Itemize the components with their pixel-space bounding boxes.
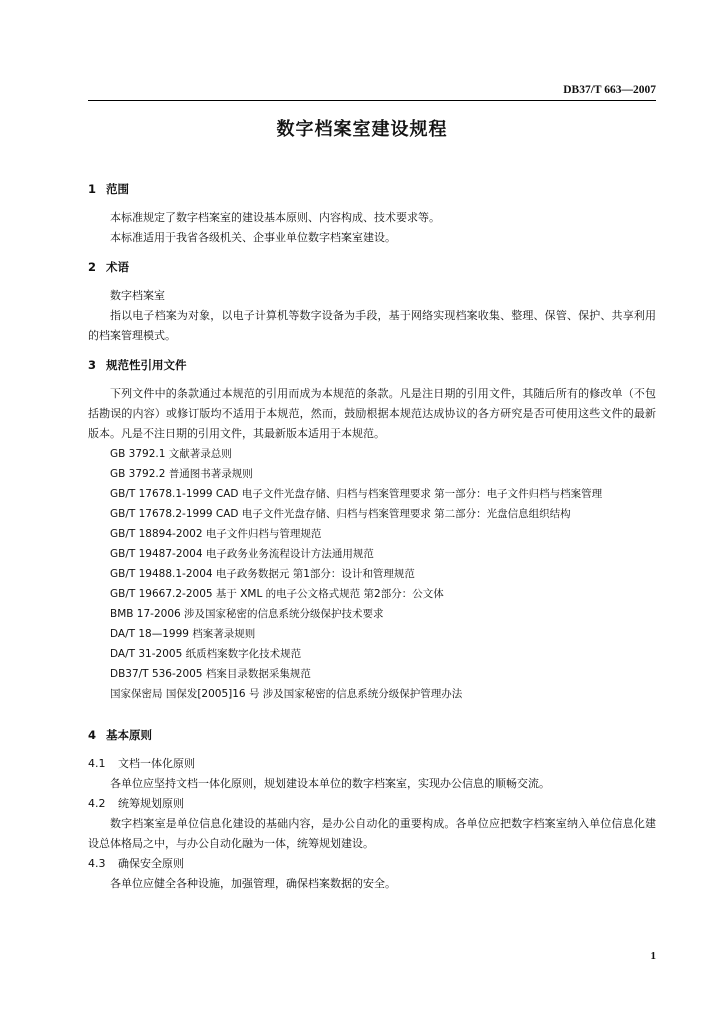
section-number: 2 <box>88 260 97 274</box>
subsection-number: 4.2 <box>88 797 106 810</box>
document-body <box>88 178 656 894</box>
paragraph: 各单位应坚持文档一体化原则，规划建设本单位的数字档案室，实现办公信息的顺畅交流。 <box>110 777 550 790</box>
reference-item: DB37/T 536-2005 档案目录数据采集规范 <box>110 668 311 680</box>
term: 数字档案室 <box>110 289 165 302</box>
section-title: 术语 <box>106 260 129 274</box>
paragraph: 本标准适用于我省各级机关、企事业单位数字档案室建设。 <box>110 231 396 244</box>
reference-item: GB 3792.1 文献著录总则 <box>110 448 232 460</box>
reference-item: GB/T 19667.2-2005 基于 XML 的电子公文格式规范 第2部分：公文体 <box>110 588 444 600</box>
subsection-number: 4.3 <box>88 857 106 870</box>
paragraph: 本标准规定了数字档案室的建设基本原则、内容构成、技术要求等。 <box>110 211 440 224</box>
reference-item: DA/T 31-2005 纸质档案数字化技术规范 <box>110 648 302 660</box>
section-title: 范围 <box>106 182 129 196</box>
paragraph: 数字档案室是单位信息化建设的基础内容，是办公自动化的重要构成。各单位应把数字档案室纳入单位信息化建设总体格局之中，与办公自动化融为一体，统筹规划建设。 <box>88 817 656 850</box>
paragraph: 下列文件中的条款通过本规范的引用而成为本规范的条款。凡是注日期的引用文件，其随后所有的修改单（不包括勘误的内容）或修订版均不适用于本规范，然而，鼓励根据本规范达成协议的各方研究是否可使用这些文件的最新版本。凡是不注日期的引用文件，其最新版本适用于本规范。 <box>88 387 656 440</box>
reference-item: GB/T 19488.1-2004 电子政务数据元 第1部分：设计和管理规范 <box>110 568 415 580</box>
section-number: 1 <box>88 182 97 196</box>
paragraph: 各单位应健全各种设施，加强管理，确保档案数据的安全。 <box>110 877 396 890</box>
page-number: 1 <box>650 950 656 962</box>
subsection-4-3-heading <box>88 854 656 874</box>
section-1-heading <box>88 178 656 200</box>
reference-item: BMB 17-2006 涉及国家秘密的信息系统分级保护技术要求 <box>110 608 384 620</box>
subsection-4-1-heading <box>88 754 656 774</box>
reference-item: GB/T 19487-2004 电子政务业务流程设计方法通用规范 <box>110 548 374 560</box>
document-title: 数字档案室建设规程 <box>276 119 448 140</box>
reference-item: GB/T 18894-2002 电子文件归档与管理规范 <box>110 528 322 540</box>
section-2-heading <box>88 256 656 278</box>
subsection-title: 确保安全原则 <box>118 857 184 870</box>
section-number: 4 <box>88 728 97 742</box>
subsection-number: 4.1 <box>88 757 106 770</box>
section-3-heading <box>88 354 656 376</box>
reference-item: GB/T 17678.1-1999 CAD 电子文件光盘存储、归档与档案管理要求 第一部分：电子文件归档与档案管理 <box>110 488 603 500</box>
reference-item: DA/T 18—1999 档案著录规则 <box>110 628 256 640</box>
header-rule <box>88 100 656 101</box>
standard-code: DB37/T 663—2007 <box>563 84 656 96</box>
section-title: 基本原则 <box>106 728 152 742</box>
reference-item: GB/T 17678.2-1999 CAD 电子文件光盘存储、归档与档案管理要求 第二部分：光盘信息组织结构 <box>110 508 571 520</box>
section-number: 3 <box>88 358 97 372</box>
reference-item: 国家保密局 国保发[2005]16 号 涉及国家秘密的信息系统分级保护管理办法 <box>110 688 463 700</box>
subsection-4-2-heading <box>88 794 656 814</box>
term-definition: 指以电子档案为对象，以电子计算机等数字设备为手段，基于网络实现档案收集、整理、保管、保护、共享利用的档案管理模式。 <box>88 309 656 342</box>
subsection-title: 统筹规划原则 <box>118 797 184 810</box>
section-title: 规范性引用文件 <box>106 358 187 372</box>
subsection-title: 文档一体化原则 <box>118 757 195 770</box>
reference-item: GB 3792.2 普通图书著录规则 <box>110 468 253 480</box>
section-4-heading <box>88 724 656 746</box>
